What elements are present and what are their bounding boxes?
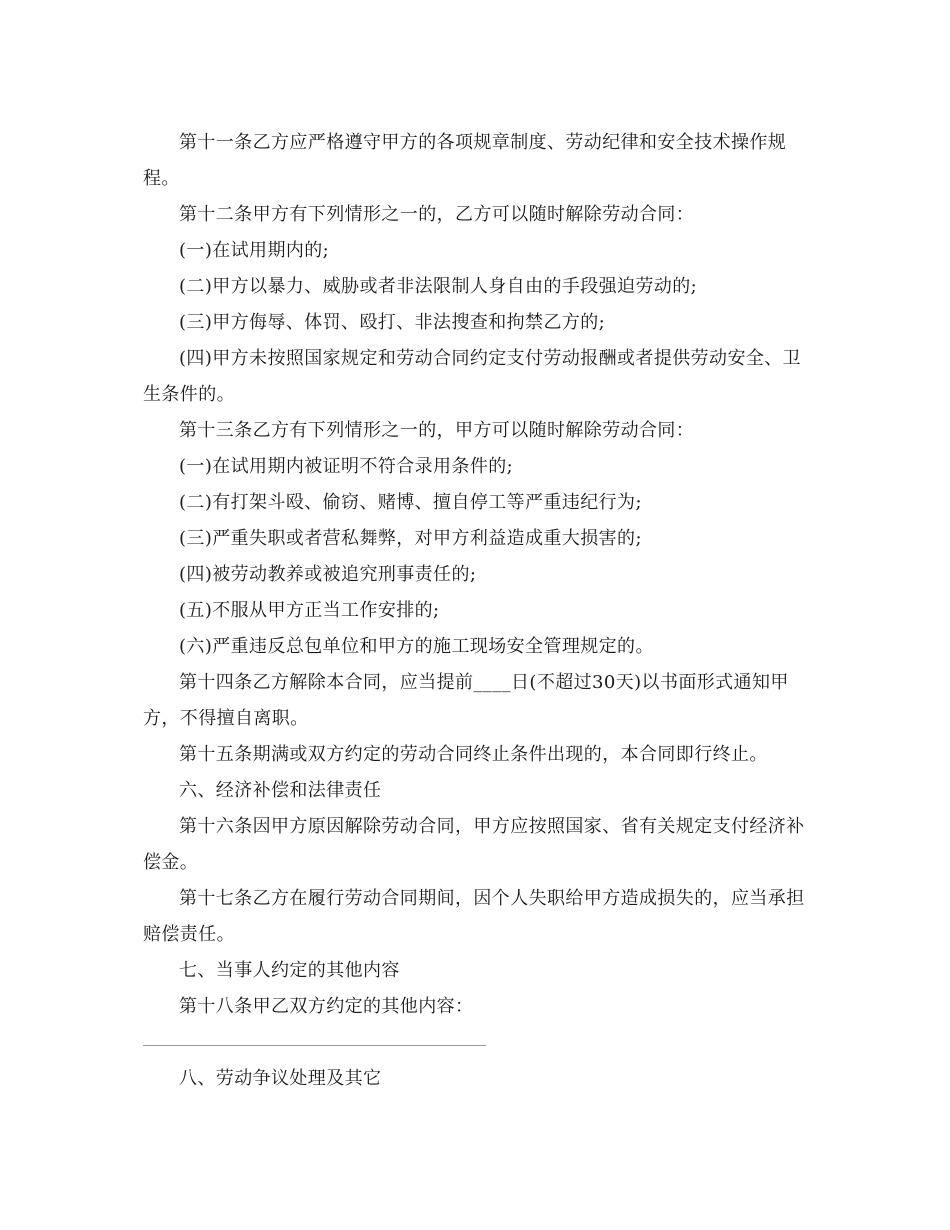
article-12-item-4: (四)甲方未按照国家规定和劳动合同约定支付劳动报酬或者提供劳动安全、卫生条件的。 [143, 348, 802, 405]
article-16: 第十六条因甲方原因解除劳动合同，甲方应按照国家、省有关规定支付经济补偿金。 [143, 816, 805, 873]
article-13-item-6: (六)严重违反总包单位和甲方的施工现场安全管理规定的。 [179, 636, 654, 657]
article-12-item-3: (三)甲方侮辱、体罚、殴打、非法搜查和拘禁乙方的; [179, 312, 606, 333]
article-12-item-2: (二)甲方以暴力、威胁或者非法限制人身自由的手段强迫劳动的; [179, 276, 698, 297]
article-13-item-2: (二)有打架斗殴、偷窃、赌博、擅自停工等严重违纪行为; [179, 492, 642, 513]
article-13: 第十三条乙方有下列情形之一的，甲方可以随时解除劳动合同： [179, 420, 695, 441]
article-13-item-1: (一)在试用期内被证明不符合录用条件的; [179, 456, 514, 477]
document-body [143, 125, 808, 1097]
article-12: 第十二条甲方有下列情形之一的，乙方可以随时解除劳动合同： [179, 204, 695, 225]
article-12-item-1: (一)在试用期内的; [179, 240, 330, 261]
section-8-heading: 八、劳动争议处理及其它 [179, 1068, 382, 1089]
article-13-item-5: (五)不服从甲方正当工作安排的; [179, 600, 440, 621]
article-14: 第十四条乙方解除本合同，应当提前____日(不超过30天)以书面形式通知甲方，不得擅自离职。 [143, 672, 789, 729]
article-15: 第十五条期满或双方约定的劳动合同终止条件出现的，本合同即行终止。 [179, 744, 768, 765]
fill-in-line-row [143, 1025, 808, 1061]
article-17: 第十七条乙方在履行劳动合同期间，因个人失职给甲方造成损失的，应当承担赔偿责任。 [143, 888, 805, 945]
article-13-item-4: (四)被劳动教养或被追究刑事责任的; [179, 564, 477, 585]
fill-in-line [143, 1045, 486, 1046]
section-6-heading: 六、经济补偿和法律责任 [179, 780, 382, 801]
article-11: 第十一条乙方应严格遵守甲方的各项规章制度、劳动纪律和安全技术操作规程。 [143, 132, 787, 189]
section-7-heading: 七、当事人约定的其他内容 [179, 960, 400, 981]
article-18: 第十八条甲乙双方约定的其他内容： [179, 996, 474, 1017]
article-13-item-3: (三)严重失职或者营私舞弊，对甲方利益造成重大损害的; [179, 528, 642, 549]
